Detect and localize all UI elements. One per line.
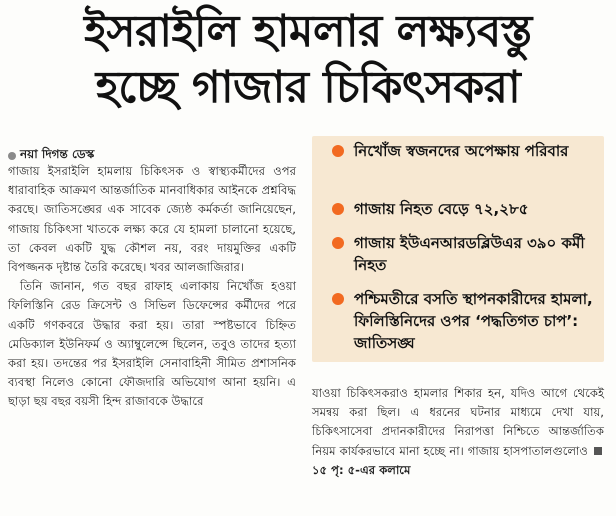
article-paragraph-2: তিনি জানান, গত বছর রাফাহ এলাকায় নিখোঁজ হওয়া ফিলিস্তিনি রেড ক্রিসেন্ট ও সিভিল ডিফেন্সের কর্মীদের পরে একটি গণকবরে উদ্ধার করা হয়। তারা স্পষ্টভাবে চিহ্নিত মেডিক্যাল ইউনিফর্ম ও অ্যাম্বুলেন্সে ছিলেন, তবুও তাদের হত্যা করা হয়। তদন্তের পর ইসরাইলি সেনাবাহিনী সীমিত প্রশাসনিক ব্যবস্থা নিলেও কোনো ফৌজদারি অভিযোগ আনা হয়নি। এ ছাড়া ছয় বছর বয়সী হিন্দ রাজাবকে উদ্ধারে <box>8 279 296 409</box>
orange-bullet-icon <box>332 237 344 249</box>
headline <box>0 4 616 116</box>
headline-line-1: ইসরাইলি হামলার লক্ষ্যবস্তু <box>84 6 532 57</box>
highlight-item <box>332 198 594 220</box>
continuation-square-icon <box>594 447 602 455</box>
highlight-item <box>332 232 594 276</box>
highlight-text: নিখোঁজ স্বজনদের অপেক্ষায় পরিবার <box>354 142 569 160</box>
article-paragraph-continued <box>312 384 604 480</box>
orange-bullet-icon <box>332 203 344 215</box>
highlight-text: গাজায় ইউএনআরডব্লিউএর ৩৯০ কর্মী নিহত <box>354 234 585 274</box>
article-paragraph-1: গাজায় ইসরাইলি হামলায় চিকিৎসক ও স্বাস্থ্যকর্মীদের ওপর ধারাবাহিক আক্রমণ আন্তর্জাতিক মানবাধিকার আইনকে প্রশ্নবিদ্ধ করছে। জাতিসঙ্ঘের এক সাবেক জ্যেষ্ঠ কর্মকর্তা জানিয়েছেন, গাজায় চিকিৎসা খাতকে লক্ষ্য করে যে হামলা চালানো হয়েছে, তা কেবল একটি যুদ্ধ কৌশল নয়, বরং দায়মুক্তির একটি বিপজ্জনক দৃষ্টান্ত তৈরি করেছে। খবর আলজাজিরার। <box>8 164 296 275</box>
continuation-reference: ১৫ পৃ: ৫-এর কলামে <box>312 462 411 477</box>
orange-bullet-icon <box>332 293 344 305</box>
highlight-text: গাজায় নিহত বেড়ে ৭২,২৮৫ <box>354 200 529 218</box>
highlight-text: পশ্চিমতীরে বসতি স্থাপনকারীদের হামলা, ফিলিস্তিনিদের ওপর ‘পদ্ধতিগত চাপ’: জাতিসঙ্ঘ <box>354 290 593 352</box>
article-body-right-column <box>312 384 604 480</box>
byline-dot-icon <box>8 152 16 160</box>
headline-line-2: হচ্ছে গাজার চিকিৎসকরা <box>95 62 521 113</box>
highlights-box <box>312 136 604 362</box>
highlight-item <box>332 288 594 354</box>
highlight-item <box>332 140 594 162</box>
orange-bullet-icon <box>332 145 344 157</box>
article-body-left-column <box>8 162 296 412</box>
continued-text: যাওয়া চিকিৎসকরাও হামলার শিকার হন, যদিও আগে থেকেই সমন্বয় করা ছিল। এ ধরনের ঘটনার মাধ্যমে দেখা যায়, চিকিৎসাসেবা প্রদানকারীদের নিরাপত্তা নিশ্চিতে আন্তর্জাতিক নিয়ম কার্যকরভাবে মানা হচ্ছে না। গাজায় হাসপাতালগুলোও <box>312 386 604 458</box>
byline-text: নয়া দিগন্ত ডেস্ক <box>20 147 95 161</box>
